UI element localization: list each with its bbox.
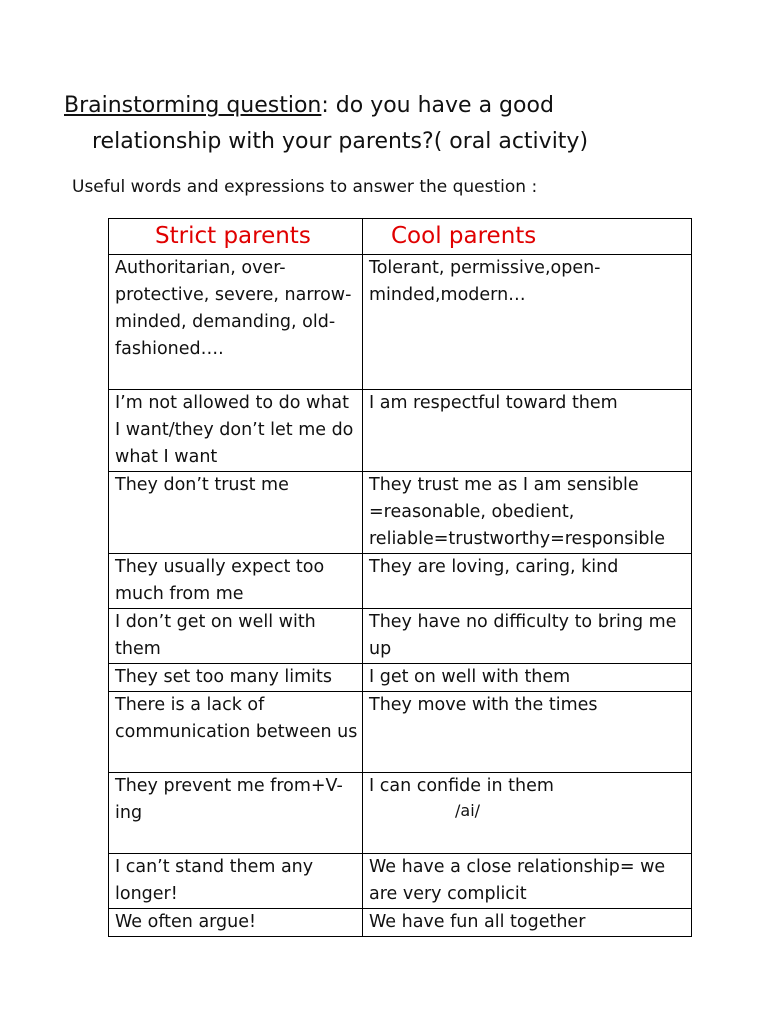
table-header-row xyxy=(109,219,692,255)
pronunciation-note: /ai/ xyxy=(455,801,481,820)
heading-line-1 xyxy=(64,88,724,124)
table-row xyxy=(109,692,692,773)
heading-question-start: : do you have a good xyxy=(321,93,554,118)
strict-cell: They usually expect too much from me xyxy=(109,554,363,609)
vocabulary-table xyxy=(108,218,692,937)
heading-underlined-label: Brainstorming question xyxy=(64,93,322,118)
cool-cell: We have fun all together xyxy=(363,909,692,937)
table-row xyxy=(109,909,692,937)
table-row xyxy=(109,773,692,854)
useful-words-subheading: Useful words and expressions to answer the question : xyxy=(72,177,538,197)
cool-cell-text: I can confide in them xyxy=(369,776,554,796)
cool-cell: They move with the times xyxy=(363,692,692,773)
cool-cell: We have a close relationship= we are very complicit xyxy=(363,854,692,909)
strict-cell: They set too many limits xyxy=(109,664,363,692)
strict-cell: Authoritarian, over-protective, severe, narrow-minded, demanding, old-fashioned…. xyxy=(109,255,363,390)
strict-cell: I don’t get on well with them xyxy=(109,609,363,664)
strict-cell: They prevent me from+V-ing xyxy=(109,773,363,854)
table-row xyxy=(109,854,692,909)
cool-cell: Tolerant, permissive,open-minded,modern… xyxy=(363,255,692,390)
cool-cell: They trust me as I am sensible =reasonable, obedient, reliable=trustworthy=responsible xyxy=(363,472,692,554)
table-row xyxy=(109,255,692,390)
brainstorming-heading xyxy=(64,88,724,160)
cool-cell: I get on well with them xyxy=(363,664,692,692)
strict-cell: We often argue! xyxy=(109,909,363,937)
heading-line-2: relationship with your parents?( oral activity) xyxy=(92,129,589,154)
table-row xyxy=(109,554,692,609)
table-row xyxy=(109,390,692,472)
header-cool-parents: Cool parents xyxy=(363,219,692,255)
cool-cell: They are loving, caring, kind xyxy=(363,554,692,609)
strict-cell: I can’t stand them any longer! xyxy=(109,854,363,909)
cool-cell: They have no difficulty to bring me up xyxy=(363,609,692,664)
strict-cell: I’m not allowed to do what I want/they don’t let me do what I want xyxy=(109,390,363,472)
table-row xyxy=(109,664,692,692)
strict-cell: There is a lack of communication between us xyxy=(109,692,363,773)
cool-cell: I am respectful toward them xyxy=(363,390,692,472)
table-row xyxy=(109,609,692,664)
cool-cell xyxy=(363,773,692,854)
header-strict-parents: Strict parents xyxy=(109,219,363,255)
table-row xyxy=(109,472,692,554)
strict-cell: They don’t trust me xyxy=(109,472,363,554)
